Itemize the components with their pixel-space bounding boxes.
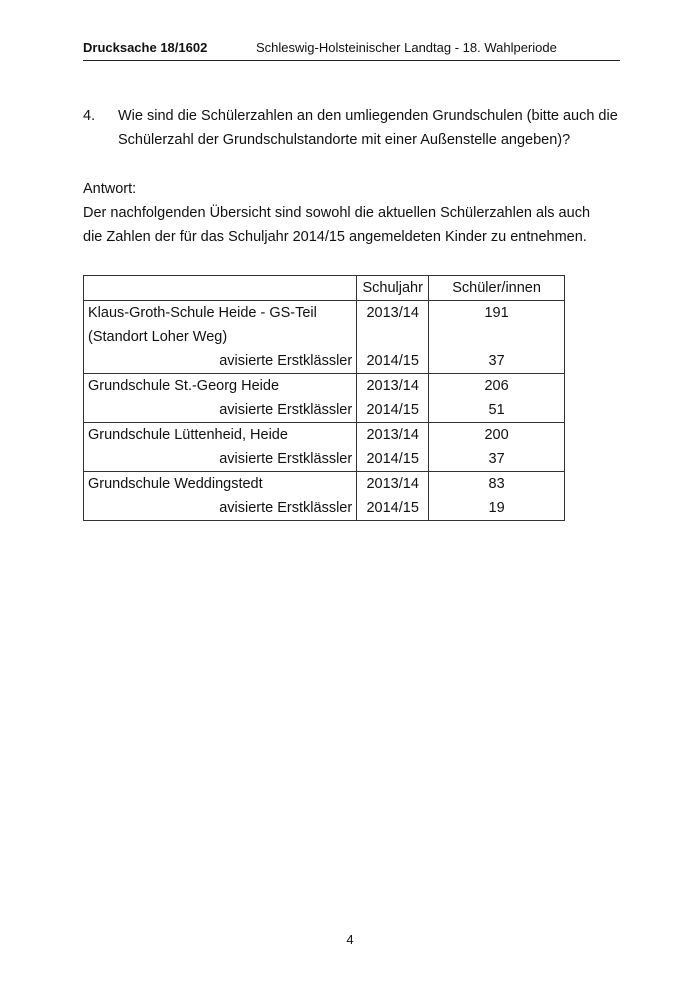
student-count: 19 bbox=[429, 496, 565, 521]
student-count: 51 bbox=[429, 398, 565, 423]
first-graders-label: avisierte Erstklässler bbox=[84, 447, 357, 472]
parliament-title: Schleswig-Holsteinischer Landtag - 18. Wahlperiode bbox=[256, 40, 557, 55]
table-row bbox=[84, 374, 565, 399]
student-count bbox=[429, 325, 565, 349]
student-count: 191 bbox=[429, 301, 565, 326]
table-row bbox=[84, 447, 565, 472]
question-text: Wie sind die Schülerzahlen an den umliegenden Grundschulen (bitte auch die Schülerzahl der Grundschulstandorte mit einer Außenstelle angeben)? bbox=[118, 108, 618, 148]
school-year: 2014/15 bbox=[357, 447, 429, 472]
school-name: Grundschule St.-Georg Heide bbox=[84, 374, 357, 399]
school-name: Grundschule Weddingstedt bbox=[84, 472, 357, 497]
first-graders-label: avisierte Erstklässler bbox=[84, 398, 357, 423]
document-number: Drucksache 18/1602 bbox=[83, 40, 208, 55]
table-row bbox=[84, 496, 565, 521]
table-row bbox=[84, 325, 565, 349]
table-row bbox=[84, 301, 565, 326]
table-row bbox=[84, 398, 565, 423]
answer-label: Antwort: bbox=[83, 181, 137, 197]
school-year: 2013/14 bbox=[357, 472, 429, 497]
student-count: 37 bbox=[429, 349, 565, 374]
school-name: Klaus-Groth-Schule Heide - GS-Teil bbox=[84, 301, 357, 326]
question-block bbox=[83, 104, 623, 152]
page-header bbox=[83, 38, 620, 61]
table-header-row bbox=[84, 276, 565, 301]
school-year: 2013/14 bbox=[357, 301, 429, 326]
answer-text: Der nachfolgenden Übersicht sind sowohl die aktuellen Schülerzahlen als auch die Zahlen der für das Schuljahr 2014/15 angemeldeten Kinder zu entnehmen. bbox=[83, 205, 591, 245]
table-header-schueler: Schüler/innen bbox=[429, 276, 565, 301]
school-year: 2014/15 bbox=[357, 496, 429, 521]
student-numbers-table bbox=[83, 275, 565, 521]
table-row bbox=[84, 472, 565, 497]
table-header-schuljahr: Schuljahr bbox=[357, 276, 429, 301]
first-graders-label: avisierte Erstklässler bbox=[84, 496, 357, 521]
student-count: 37 bbox=[429, 447, 565, 472]
student-count: 200 bbox=[429, 423, 565, 448]
school-year: 2014/15 bbox=[357, 349, 429, 374]
table-header-school bbox=[84, 276, 357, 301]
question-number: 4. bbox=[83, 108, 96, 124]
page-number: 4 bbox=[346, 932, 354, 947]
school-year: 2014/15 bbox=[357, 398, 429, 423]
table-row bbox=[84, 423, 565, 448]
student-count: 83 bbox=[429, 472, 565, 497]
school-year: 2013/14 bbox=[357, 423, 429, 448]
school-location: (Standort Loher Weg) bbox=[84, 325, 357, 349]
school-name: Grundschule Lüttenheid, Heide bbox=[84, 423, 357, 448]
first-graders-label: avisierte Erstklässler bbox=[84, 349, 357, 374]
school-year: 2013/14 bbox=[357, 374, 429, 399]
school-year bbox=[357, 325, 429, 349]
table-row bbox=[84, 349, 565, 374]
student-count: 206 bbox=[429, 374, 565, 399]
